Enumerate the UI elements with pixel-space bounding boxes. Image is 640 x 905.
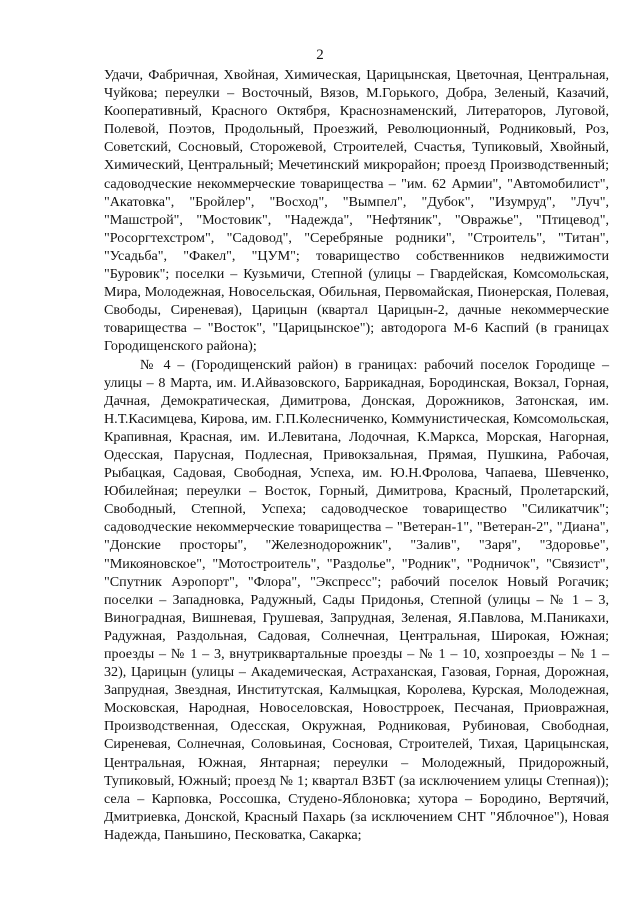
document-body [104,66,609,844]
paragraph-district-4: № 4 – (Городищенский район) в границах: рабочий поселок Городище – улицы – 8 Марта, им. И.Айвазовского, Баррикадная, Бородинская, Вокзал, Горная, Дачная, Демократическая, Димитрова, Донская, Дорожников, Затонская, им. Н.Т.Касимцева, Кирова, им. Г.П.Колесниченко, Коммунистическая, Комсомольская, Крапивная, Красная, им. И.Левитана, Лодочная, К.Маркса, Морская, Нагорная, Одесская, Парусная, Подлесная, Привокзальная, Прямая, Пушкина, Рабочая, Рыбацкая, Садовая, Свободная, Успеха, им. Ю.Н.Фролова, Чапаева, Шевченко, Юбилейная; переулки – Восток, Горный, Димитрова, Красный, Пролетарский, Свободный, Степной, Успеха; садоводческое товарищество "Силикатчик"; садоводческие некоммерческие товарищества – "Ветеран-1", "Ветеран-2", "Диана", "Донские просторы", "Железнодорожник", "Залив", "Заря", "Здоровье", "Микояновское", "Мотостроитель", "Раздолье", "Родник", "Родничок", "Связист", "Спутник Аэропорт", "Флора", "Экспресс"; рабочий поселок Новый Рогачик; поселки – Западновка, Радужный, Сады Придонья, Степной (улицы – № 1 – 3, Виноградная, Вишневая, Грушевая, Запрудная, Зеленая, Я.Павлова, М.Паникахи, Радужная, Раздольная, Садовая, Солнечная, Центральная, Широкая, Южная; проезды – № 1 – 3, внутриквартальные проезды – № 1 – 10, хозпроезды – № 1 – 32), Царицын (улицы – Академическая, Астраханская, Газовая, Горная, Дорожная, Запрудная, Звездная, Институтская, Калмыцкая, Королева, Курская, Молодежная, Московская, Народная, Новоселовская, Новострроек, Песчаная, Приовражная, Производственная, Одесская, Окружная, Родниковая, Рубиновая, Свободная, Сиреневая, Солнечная, Соловьиная, Сосновая, Строителей, Тихая, Царицынская, Центральная, Южная, Янтарная; переулки – Молодежный, Придорожный, Тупиковый, Южный; проезд № 1; квартал ВЗБТ (за исключением улицы Степная)); села – Карповка, Россошка, Студено-Яблоновка; хутора – Бородино, Вертячий, Дмитриевка, Донской, Красный Пахарь (за исключением СНТ "Яблочное"), Новая Надежда, Паньшино, Песковатка, Сакарка; [104,356,609,843]
page-number: 2 [316,47,324,63]
paragraph-continuation: Удачи, Фабричная, Хвойная, Химическая, Царицынская, Цветочная, Центральная, Чуйкова; переулки – Восточный, Вязов, М.Горького, Добра, Зеленый, Казачий, Кооперативный, Красного Октября, Краснознаменский, Литераторов, Луговой, Полевой, Поэтов, Продольный, Проезжий, Революционный, Родниковый, Роз, Советский, Сосновый, Сторожевой, Строителей, Счастья, Тупиковый, Хвойный, Химический, Центральный; Мечетинский микрорайон; проезд Производственный; садоводческие некоммерческие товарищества – "им. 62 Армии", "Автомобилист", "Акатовка", "Бройлер", "Восход", "Вымпел", "Дубок", "Изумруд", "Луч", "Машстрой", "Мостовик", "Надежда", "Нефтяник", "Овражье", "Птицевод", "Росоргтехстром", "Садовод", "Серебряные родники", "Строитель", "Титан", "Усадьба", "Факел", "ЦУМ"; товарищество собственников недвижимости "Буровик"; поселки – Кузьмичи, Степной (улицы – Гвардейская, Комсомольская, Мира, Молодежная, Новосельская, Обильная, Первомайская, Пионерская, Полевая, Свободы, Сиреневая), Царицын (квартал Царицын-2, дачные некоммерческие товарищества – "Восток", "Царицынское"); автодорога М-6 Каспий (в границах Городищенского района); [104,67,609,355]
